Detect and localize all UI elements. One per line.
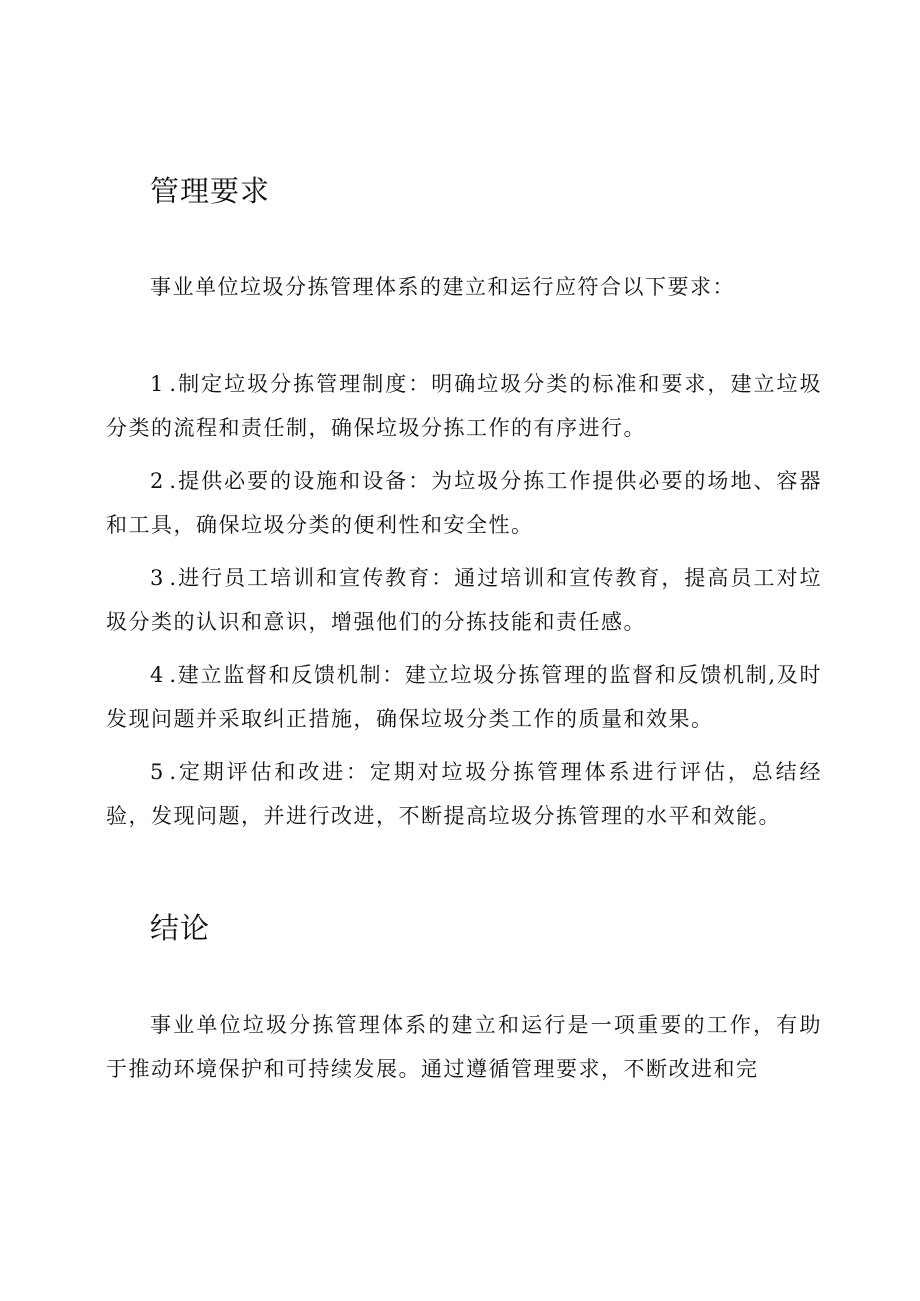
requirement-item-3 [106,556,822,644]
item-number: 5 [150,760,170,784]
intro-paragraph: 事业单位垃圾分拣管理体系的建立和运行应符合以下要求： [150,275,735,299]
requirement-item-5 [106,750,822,838]
requirement-item-4 [106,653,822,741]
item-number: 1 [150,372,170,396]
conclusion-paragraph: 事业单位垃圾分拣管理体系的建立和运行是一项重要的工作，有助于推动环境保护和可持续发展。通过遵循管理要求，不断改进和完 [106,1013,822,1081]
requirement-item-2 [106,459,822,547]
item-number: 2 [150,469,170,493]
item-text: .制定垃圾分拣管理制度：明确垃圾分类的标准和要求，建立垃圾分类的流程和责任制，确保垃圾分拣工作的有序进行。 [106,372,822,440]
item-number: 3 [150,566,170,590]
item-text: .进行员工培训和宣传教育：通过培训和宣传教育，提高员工对垃圾分类的认识和意识，增强他们的分拣技能和责任感。 [106,566,822,634]
item-text: .提供必要的设施和设备：为垃圾分拣工作提供必要的场地、容器和工具，确保垃圾分类的便利性和安全性。 [106,469,822,537]
item-text: .建立监督和反馈机制：建立垃圾分拣管理的监督和反馈机制,及时发现问题并采取纠正措施，确保垃圾分类工作的质量和效果。 [106,663,822,731]
section-heading-management-requirements: 管理要求 [150,174,271,208]
section-heading-conclusion: 结论 [150,911,211,945]
item-number: 4 [150,663,170,687]
requirement-item-1 [106,362,822,450]
item-text: .定期评估和改进：定期对垃圾分拣管理体系进行评估，总结经验，发现问题，并进行改进，不断提高垃圾分拣管理的水平和效能。 [106,760,822,828]
